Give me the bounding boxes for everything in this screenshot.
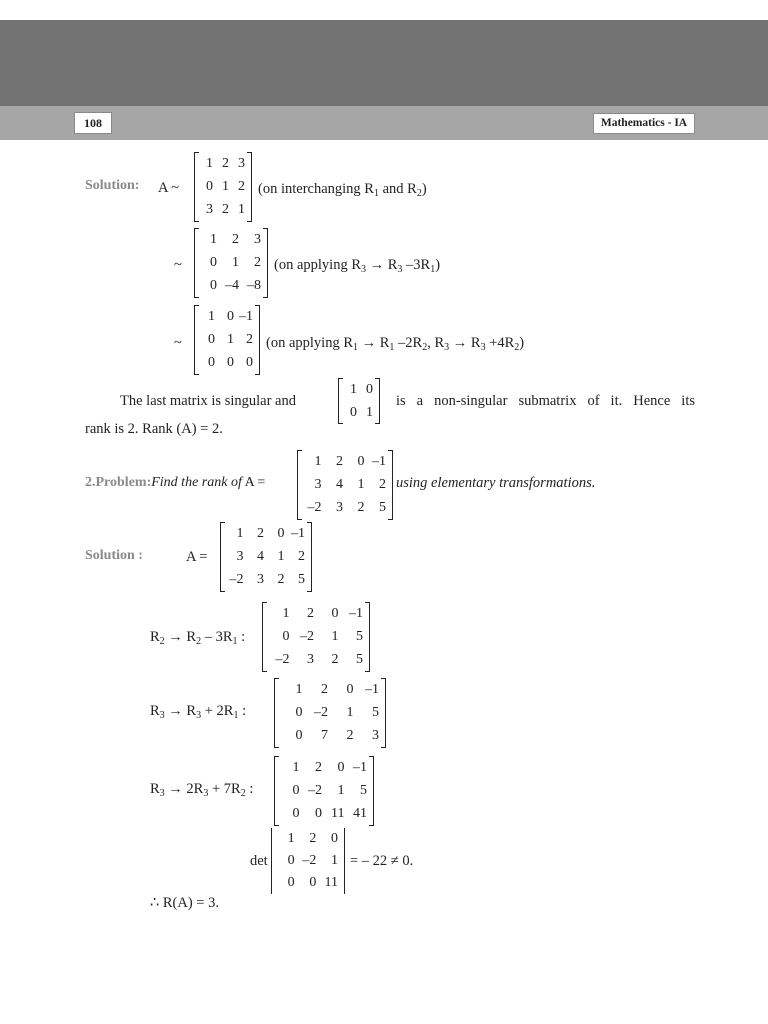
matrix-cell: –2: [314, 704, 328, 720]
matrix-cell: 2: [238, 178, 245, 194]
matrix-cell: 1: [295, 681, 303, 697]
matrix-cell: 0: [295, 704, 303, 720]
note-1: [258, 180, 427, 198]
matrix-cell: 2: [222, 155, 229, 171]
matrix-cell: 1: [292, 759, 300, 775]
matrix-cell: 1: [366, 404, 373, 420]
subscript: 1: [233, 710, 239, 721]
subscript: 1: [389, 342, 395, 353]
matrix-cell: 0: [346, 681, 354, 697]
matrix-cell: 2: [357, 500, 365, 516]
matrix-cell: 1: [206, 155, 213, 171]
note-3: [266, 334, 524, 352]
text-fragment: :: [245, 781, 254, 797]
matrix-cell: 1: [357, 476, 365, 492]
subscript: 3: [480, 342, 486, 353]
solution-matrix-1: [262, 602, 370, 672]
matrix-cell: 2: [222, 202, 229, 218]
text-fragment: –3R: [402, 257, 431, 273]
tilde-2: ~: [174, 257, 182, 273]
matrix-cell: 0: [210, 254, 217, 270]
page-number: 108: [74, 112, 112, 134]
matrix-cell: –2: [302, 853, 317, 868]
subscript: 3: [196, 710, 202, 721]
conclusion: ∴ R(A) = 3.: [150, 895, 219, 911]
matrix-cell: –1: [353, 759, 367, 775]
step-3: [150, 780, 253, 798]
text-fragment: +4R: [485, 335, 515, 351]
matrix-cell: 3: [206, 202, 213, 218]
matrix-3: [194, 305, 260, 375]
matrix-cell: –2: [275, 652, 290, 668]
text-fragment: + 2R: [201, 703, 234, 719]
matrix-cell: 0: [309, 875, 317, 890]
matrix-cell: 4: [257, 548, 264, 564]
subscript: 1: [373, 188, 379, 199]
problem2-label: 2.Problem:: [85, 475, 152, 490]
book-title: Mathematics - IA: [593, 113, 695, 134]
problem2-prompt: Find the rank of: [151, 475, 242, 490]
matrix-cell: 3: [372, 728, 379, 744]
text-fragment: –2R: [394, 335, 423, 351]
matrix-cell: 0: [208, 331, 215, 347]
matrix-cell: 1: [331, 628, 339, 644]
subscript: 3: [444, 342, 450, 353]
solution-matrix-2: [274, 678, 386, 748]
matrix-cell: 2: [277, 572, 285, 588]
matrix-cell: 1: [236, 525, 244, 541]
subscript: 1: [430, 264, 436, 275]
determinant-matrix: [271, 828, 345, 894]
matrix-2: [194, 228, 268, 298]
text-fragment: :: [238, 703, 247, 719]
matrix-cell: –1: [365, 681, 379, 697]
matrix-cell: 5: [379, 500, 386, 516]
paragraph-a: The last matrix is singular and: [120, 393, 296, 409]
matrix-cell: –4: [225, 278, 239, 294]
subscript: 2: [416, 188, 422, 199]
matrix-cell: 11: [331, 806, 345, 822]
text-fragment: R: [150, 629, 160, 645]
matrix-cell: 1: [314, 453, 322, 469]
paragraph-b: is a non-singular submatrix of it. Hence its: [396, 393, 695, 409]
matrix-cell: 0: [292, 782, 300, 798]
matrix-cell: 0: [366, 381, 373, 397]
matrix-cell: 2: [246, 331, 253, 347]
solution1-label: Solution:: [85, 178, 140, 193]
text-fragment: → R: [366, 257, 398, 273]
matrix-cell: 0: [350, 404, 357, 420]
text-fragment: ): [519, 335, 525, 351]
matrix-cell: 0: [331, 605, 339, 621]
paragraph-c: rank is 2. Rank (A) = 2.: [85, 421, 223, 437]
matrix-cell: 2: [232, 231, 239, 247]
matrix-cell: 0: [206, 178, 213, 194]
matrix-cell: 2: [307, 605, 314, 621]
matrix-cell: 2: [331, 652, 339, 668]
problem2-a-eq: A =: [244, 475, 266, 490]
matrix-cell: 0: [330, 831, 338, 846]
matrix-cell: 1: [227, 331, 234, 347]
text-fragment: → 2R: [164, 781, 204, 797]
subscript: 3: [397, 264, 403, 275]
matrix-cell: 3: [254, 231, 261, 247]
matrix-cell: 0: [287, 875, 295, 890]
solution2-a-eq: A =: [186, 549, 208, 565]
matrix-cell: 41: [353, 806, 367, 822]
text-fragment: – 3R: [201, 629, 233, 645]
text-fragment: ): [421, 181, 427, 197]
matrix-cell: 1: [232, 254, 239, 270]
matrix-cell: –2: [229, 572, 244, 588]
note-2: [274, 256, 440, 274]
matrix-cell: –8: [247, 278, 261, 294]
text-fragment: and R: [378, 181, 417, 197]
subscript: 3: [159, 788, 165, 799]
matrix-cell: 2: [321, 681, 328, 697]
matrix-cell: 2: [379, 476, 386, 492]
matrix-cell: 2: [257, 525, 264, 541]
matrix-cell: 3: [314, 476, 322, 492]
matrix-cell: 5: [360, 782, 367, 798]
problem-matrix: [297, 450, 393, 520]
problem2-suffix: using elementary transformations.: [396, 475, 596, 491]
step-1: [150, 628, 245, 646]
matrix-cell: 0: [337, 759, 345, 775]
subscript: 1: [232, 636, 238, 647]
matrix-cell: 5: [298, 572, 305, 588]
matrix-cell: 3: [238, 155, 245, 171]
matrix-cell: –1: [372, 453, 386, 469]
matrix-cell: 11: [324, 875, 338, 890]
step-2: [150, 702, 246, 720]
matrix-cell: 2: [315, 759, 322, 775]
matrix-cell: 4: [336, 476, 343, 492]
matrix-cell: 0: [287, 853, 295, 868]
subscript: 1: [353, 342, 358, 353]
det-label: det: [250, 853, 268, 869]
matrix-cell: 0: [208, 355, 215, 371]
matrix-cell: 7: [321, 728, 328, 744]
matrix-cell: 1: [210, 231, 217, 247]
matrix-cell: 3: [307, 652, 314, 668]
matrix-cell: 3: [336, 500, 343, 516]
matrix-cell: 1: [330, 853, 338, 868]
header-band: [0, 20, 768, 106]
text-fragment: → R: [358, 335, 390, 351]
matrix-cell: –1: [291, 525, 305, 541]
matrix-cell: –1: [349, 605, 363, 621]
matrix-cell: 0: [227, 308, 234, 324]
matrix-1: [194, 152, 252, 222]
det-result: = – 22 ≠ 0.: [350, 853, 414, 869]
matrix-cell: 1: [208, 308, 215, 324]
text-fragment: → R: [164, 703, 197, 719]
matrix-cell: 3: [257, 572, 264, 588]
matrix-cell: 2: [336, 453, 343, 469]
matrix-cell: 5: [372, 704, 379, 720]
subscript: 3: [361, 264, 366, 275]
a-tilde: A ~: [158, 180, 180, 196]
text-fragment: :: [237, 629, 246, 645]
matrix-cell: 3: [236, 548, 244, 564]
text-fragment: (on applying R: [274, 257, 361, 273]
text-fragment: → R: [449, 335, 481, 351]
subscript: 3: [203, 788, 209, 799]
matrix-cell: 2: [309, 831, 317, 846]
matrix-cell: 1: [287, 831, 295, 846]
matrix-cell: 0: [277, 525, 285, 541]
text-fragment: R: [150, 781, 160, 797]
matrix-cell: –2: [300, 628, 314, 644]
matrix-cell: 2: [298, 548, 305, 564]
solution-matrix-3: [274, 756, 374, 826]
matrix-cell: 2: [346, 728, 354, 744]
text-fragment: , R: [427, 335, 445, 351]
subscript: 2: [514, 342, 520, 353]
matrix-cell: 0: [292, 806, 300, 822]
matrix-cell: 2: [254, 254, 261, 270]
tilde-3: ~: [174, 335, 182, 351]
matrix-cell: 1: [282, 605, 290, 621]
matrix-cell: 1: [238, 202, 245, 218]
text-fragment: (on applying R: [266, 335, 353, 351]
subscript: 2: [422, 342, 428, 353]
problem2-line: [85, 474, 265, 492]
matrix-cell: 1: [346, 704, 354, 720]
text-fragment: ): [435, 257, 441, 273]
matrix-cell: 0: [282, 628, 290, 644]
matrix-cell: 1: [277, 548, 285, 564]
matrix-cell: 0: [227, 355, 234, 371]
subscript: 2: [240, 788, 246, 799]
matrix-cell: 0: [357, 453, 365, 469]
solution-matrix-0: [220, 522, 312, 592]
submatrix: [338, 378, 380, 424]
text-fragment: + 7R: [208, 781, 241, 797]
subscript: 2: [196, 636, 202, 647]
subscript: 2: [159, 636, 165, 647]
matrix-cell: 0: [246, 355, 253, 371]
matrix-cell: 0: [315, 806, 322, 822]
text-fragment: → R: [164, 629, 197, 645]
matrix-cell: –2: [307, 500, 322, 516]
subscript: 3: [159, 710, 165, 721]
matrix-cell: 5: [356, 628, 363, 644]
matrix-cell: 0: [210, 278, 217, 294]
matrix-cell: 1: [337, 782, 345, 798]
matrix-cell: –2: [308, 782, 322, 798]
matrix-cell: 1: [222, 178, 229, 194]
matrix-cell: –1: [239, 308, 253, 324]
text-fragment: (on interchanging R: [258, 181, 374, 197]
text-fragment: R: [150, 703, 160, 719]
matrix-cell: 5: [356, 652, 363, 668]
matrix-cell: 1: [350, 381, 357, 397]
matrix-cell: 0: [295, 728, 303, 744]
solution2-label: Solution :: [85, 548, 143, 563]
